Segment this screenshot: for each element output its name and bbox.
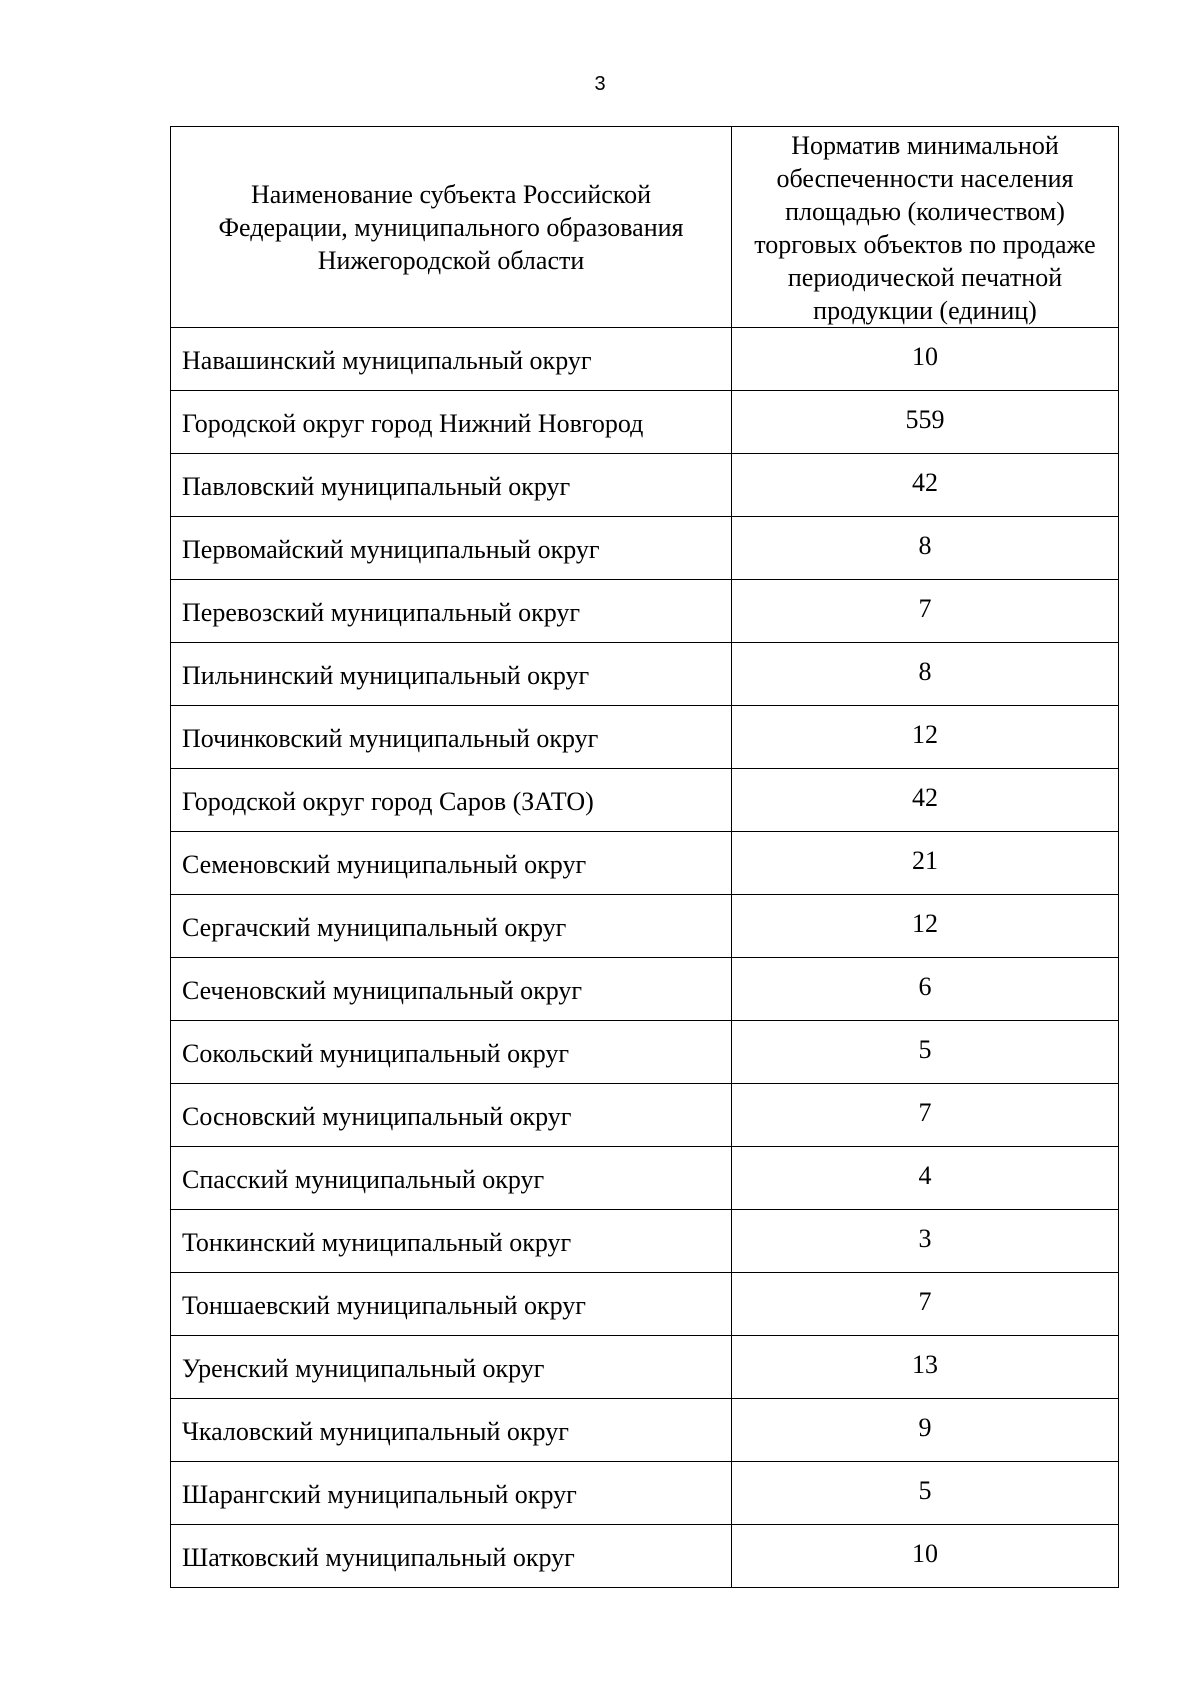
row-name-cell: Навашинский муниципальный округ: [171, 328, 732, 391]
table-row: [171, 517, 1119, 580]
row-value-cell: 8: [732, 643, 1119, 706]
table-row: [171, 1210, 1119, 1273]
row-value-cell: 7: [732, 1273, 1119, 1336]
row-value-cell: 12: [732, 706, 1119, 769]
row-value-cell: 42: [732, 454, 1119, 517]
row-value-cell: 9: [732, 1399, 1119, 1462]
table-row: [171, 1021, 1119, 1084]
table-row: [171, 328, 1119, 391]
row-value-cell: 7: [732, 1084, 1119, 1147]
row-name-cell: Уренский муниципальный округ: [171, 1336, 732, 1399]
row-name-cell: Тоншаевский муниципальный округ: [171, 1273, 732, 1336]
row-name-cell: Сергачский муниципальный округ: [171, 895, 732, 958]
column-header-norm: Норматив минимальной обеспеченности населения площадью (количеством) торговых объектов по продаже периодической печатной продукции (единиц): [732, 127, 1119, 328]
norm-table: [170, 126, 1119, 1588]
row-value-cell: 13: [732, 1336, 1119, 1399]
row-value-cell: 10: [732, 328, 1119, 391]
row-value-cell: 4: [732, 1147, 1119, 1210]
row-name-cell: Городской округ город Нижний Новгород: [171, 391, 732, 454]
row-name-cell: Павловский муниципальный округ: [171, 454, 732, 517]
row-name-cell: Семеновский муниципальный округ: [171, 832, 732, 895]
column-header-subject: Наименование субъекта Российской Федерации, муниципального образования Нижегородской области: [171, 127, 732, 328]
table-row: [171, 454, 1119, 517]
table-row: [171, 1084, 1119, 1147]
table-row: [171, 1336, 1119, 1399]
table-row: [171, 895, 1119, 958]
table-row: [171, 832, 1119, 895]
row-value-cell: 8: [732, 517, 1119, 580]
row-name-cell: Починковский муниципальный округ: [171, 706, 732, 769]
table-row: [171, 769, 1119, 832]
row-value-cell: 21: [732, 832, 1119, 895]
table-row: [171, 706, 1119, 769]
row-name-cell: Пильнинский муниципальный округ: [171, 643, 732, 706]
row-name-cell: Спасский муниципальный округ: [171, 1147, 732, 1210]
row-name-cell: Первомайский муниципальный округ: [171, 517, 732, 580]
row-value-cell: 5: [732, 1021, 1119, 1084]
row-name-cell: Сокольский муниципальный округ: [171, 1021, 732, 1084]
row-value-cell: 559: [732, 391, 1119, 454]
row-name-cell: Сосновский муниципальный округ: [171, 1084, 732, 1147]
row-name-cell: Перевозский муниципальный округ: [171, 580, 732, 643]
row-value-cell: 12: [732, 895, 1119, 958]
row-value-cell: 3: [732, 1210, 1119, 1273]
table-row: [171, 1147, 1119, 1210]
row-value-cell: 5: [732, 1462, 1119, 1525]
table-row: [171, 391, 1119, 454]
row-name-cell: Шатковский муниципальный округ: [171, 1525, 732, 1588]
row-name-cell: Шарангский муниципальный округ: [171, 1462, 732, 1525]
table-row: [171, 1273, 1119, 1336]
row-name-cell: Тонкинский муниципальный округ: [171, 1210, 732, 1273]
table-header-row: [171, 127, 1119, 328]
row-name-cell: Сеченовский муниципальный округ: [171, 958, 732, 1021]
table-row: [171, 958, 1119, 1021]
table-row: [171, 1399, 1119, 1462]
table-row: [171, 643, 1119, 706]
row-name-cell: Чкаловский муниципальный округ: [171, 1399, 732, 1462]
row-value-cell: 42: [732, 769, 1119, 832]
table-row: [171, 1462, 1119, 1525]
table-row: [171, 1525, 1119, 1588]
table-row: [171, 580, 1119, 643]
row-value-cell: 6: [732, 958, 1119, 1021]
row-value-cell: 7: [732, 580, 1119, 643]
row-name-cell: Городской округ город Саров (ЗАТО): [171, 769, 732, 832]
page-number: 3: [594, 73, 606, 95]
row-value-cell: 10: [732, 1525, 1119, 1588]
